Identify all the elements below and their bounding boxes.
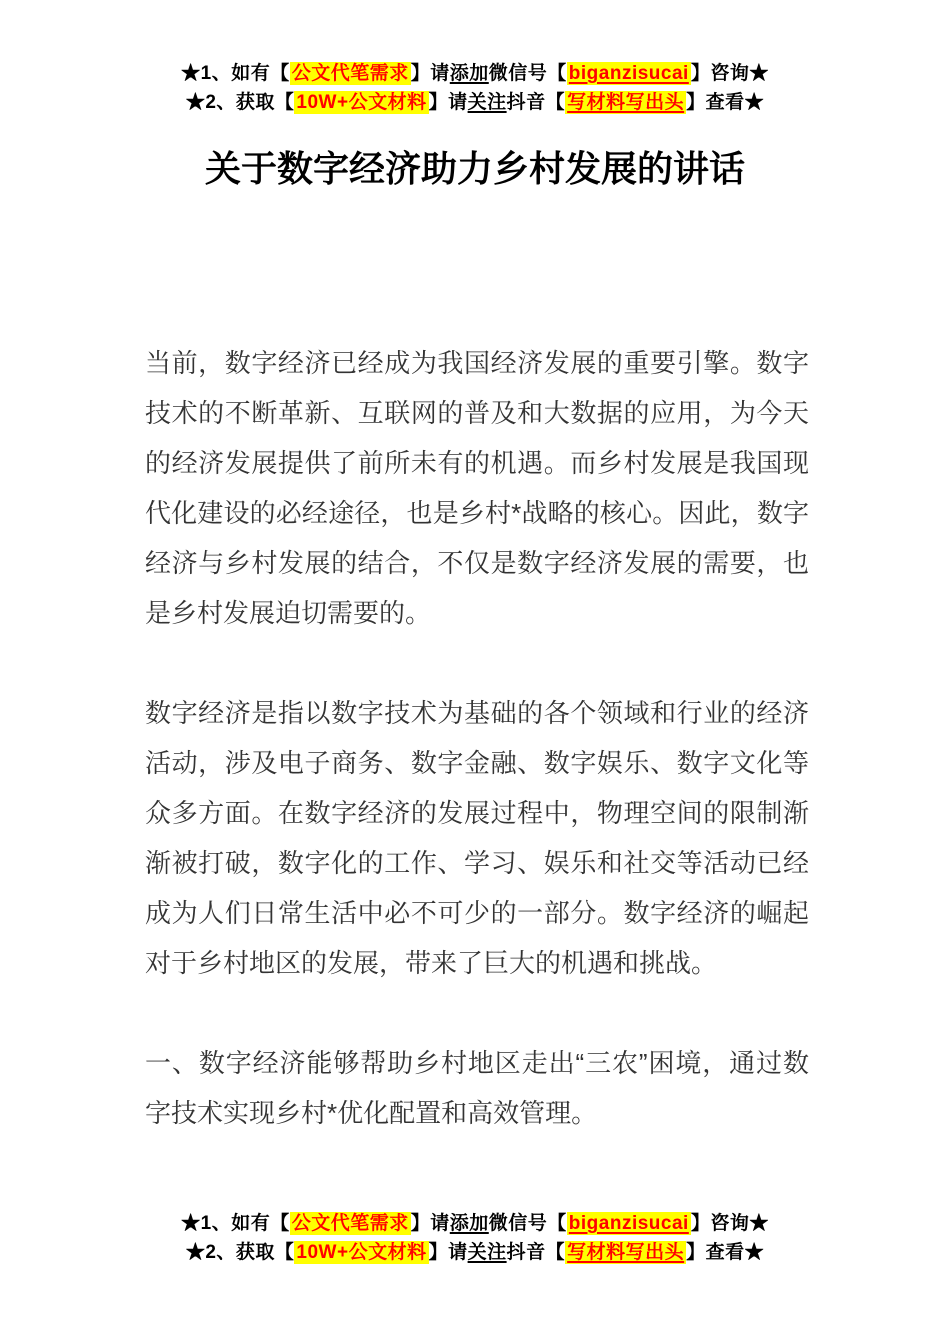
promo-text: 】查看★ (686, 1242, 765, 1263)
promo-keyword-highlight: 10W+公文材料 (296, 92, 427, 113)
promo-text: 】咨询★ (690, 1213, 769, 1234)
promo-text: 】查看★ (686, 92, 765, 113)
body-paragraph: 数字经济是指以数字技术为基础的各个领域和行业的经济活动，涉及电子商务、数字金融、数字娱乐、数字文化等众多方面。在数字经济的发展过程中，物理空间的限制渐渐被打破，数字化的工作、学习、娱乐和社交等活动已经成为人们日常生活中必不可少的一部分。数字经济的崛起对于乡村地区的发展，带来了巨大的机遇和挑战。 (145, 698, 809, 978)
promo-line-1 (0, 1209, 950, 1238)
document-title: 关于数字经济助力乡村发展的讲话 (204, 148, 745, 189)
promo-text: 】请 (428, 92, 468, 113)
promo-action-follow: 关注 (467, 1242, 507, 1263)
promo-header (0, 59, 950, 117)
promo-action-add: 添加 (449, 63, 489, 84)
promo-text: ★1、如有【 (181, 1213, 290, 1234)
promo-keyword-highlight: 10W+公文材料 (296, 1242, 427, 1263)
promo-line-2 (0, 88, 950, 117)
promo-text: 抖音【 (506, 1242, 566, 1263)
promo-text: 微信号【 (488, 1213, 567, 1234)
promo-text: ★2、获取【 (185, 1242, 295, 1263)
promo-keyword-highlight: 公文代笔需求 (291, 1213, 409, 1234)
promo-text: ★2、获取【 (185, 92, 295, 113)
document-body (145, 338, 809, 1138)
promo-text: 抖音【 (506, 92, 566, 113)
promo-footer (0, 1209, 950, 1267)
douyin-id-highlight: 写材料写出头 (567, 92, 685, 113)
douyin-id-highlight: 写材料写出头 (567, 1242, 685, 1263)
promo-line-2 (0, 1238, 950, 1267)
promo-text: 】请 (410, 1213, 450, 1234)
body-paragraph: 一、数字经济能够帮助乡村地区走出“三农”困境，通过数字技术实现乡村*优化配置和高效管理。 (145, 1048, 809, 1128)
body-paragraph: 当前，数字经济已经成为我国经济发展的重要引擎。数字技术的不断革新、互联网的普及和大数据的应用，为今天的经济发展提供了前所未有的机遇。而乡村发展是我国现代化建设的必经途径，也是乡村*战略的核心。因此，数字经济与乡村发展的结合，不仅是数字经济发展的需要，也是乡村发展迫切需要的。 (145, 348, 809, 628)
promo-action-follow: 关注 (467, 92, 507, 113)
promo-text: 】咨询★ (690, 63, 769, 84)
promo-keyword-highlight: 公文代笔需求 (291, 63, 409, 84)
promo-text: ★1、如有【 (181, 63, 290, 84)
promo-text: 微信号【 (488, 63, 567, 84)
promo-line-1 (0, 59, 950, 88)
promo-text: 】请 (410, 63, 450, 84)
wechat-id-highlight: biganzisucai (568, 1213, 689, 1234)
wechat-id-highlight: biganzisucai (568, 63, 689, 84)
promo-text: 】请 (428, 1242, 468, 1263)
promo-action-add: 添加 (449, 1213, 489, 1234)
